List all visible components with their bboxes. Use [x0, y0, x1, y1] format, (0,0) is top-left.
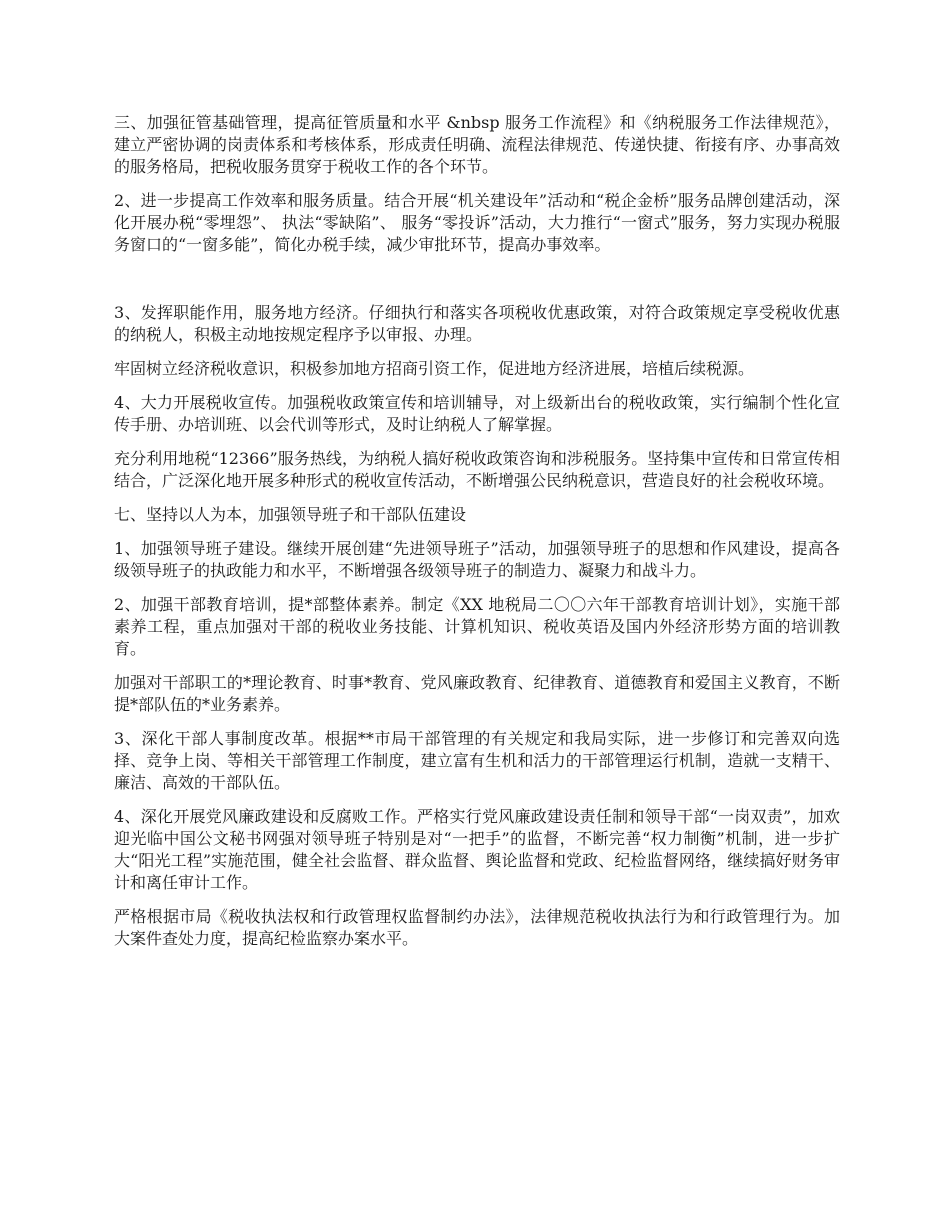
- paragraph-personnel-reform: 3、深化干部人事制度改革。根据**市局干部管理的有关规定和我局实际，进一步修订和完善双向选择、竞争上岗、等相关干部管理工作制度，建立富有生机和活力的干部管理运行机制，造就一支精干、廉洁、高效的干部队伍。: [114, 729, 840, 792]
- paragraph-anti-corruption: 4、深化开展党风廉政建设和反腐败工作。严格实行党风廉政建设责任制和领导干部“一岗双责”，加欢迎光临中国公文秘书网强对领导班子特别是对“一把手”的监督，不断完善“权力制衡”机制，进一步扩大“阳光工程”实施范围，健全社会监督、群众监督、舆论监督和党政、纪检监督网络，继续搞好财务审计和离任审计工作。: [114, 807, 840, 892]
- paragraph-leadership: 1、加强领导班子建设。继续开展创建“先进领导班子”活动，加强领导班子的思想和作风建设，提高各级领导班子的执政能力和水平，不断增强各级领导班子的制造力、凝聚力和战斗力。: [114, 539, 840, 580]
- paragraph-hotline: 充分利用地税“12366”服务热线，为纳税人搞好税收政策咨询和涉税服务。坚持集中宣传和日常宣传相结合，广泛深化地开展多种形式的税收宣传活动，不断增强公民纳税意识，营造良好的社会税收环境。: [114, 449, 840, 490]
- paragraph-tax-awareness: 牢固树立经济税收意识，积极参加地方招商引资工作，促进地方经济进展，培植后续税源。: [114, 359, 755, 378]
- paragraph-section-three: 三、加强征管基础管理，提高征管质量和水平 &nbsp 服务工作流程》和《纳税服务工作法律规范》，建立严密协调的岗责体系和考核体系，形成责任明确、流程法律规范、传递快捷、衔接有序、办事高效的服务格局，把税收服务贯穿于税收工作的各个环节。: [114, 113, 840, 176]
- paragraph-efficiency: 2、进一步提高工作效率和服务质量。结合开展“机关建设年”活动和“税企金桥”服务品牌创建活动，深化开展办税“零埋怨”、 执法“零缺陷”、 服务“零投诉”活动，大力推行“一窗式”服务，努力实现办税服务窗口的“一窗多能”，简化办税手续，减少审批环节，提高办事效率。: [114, 191, 840, 254]
- paragraph-serve-economy: 3、发挥职能作用，服务地方经济。仔细执行和落实各项税收优惠政策，对符合政策规定享受税收优惠的纳税人，积极主动地按规定程序予以审报、办理。: [114, 303, 840, 344]
- paragraph-education: 加强对干部职工的*理论教育、时事*教育、党风廉政教育、纪律教育、道德教育和爱国主义教育，不断提*部队伍的*业务素养。: [114, 673, 840, 714]
- section-heading-seven: 七、坚持以人为本，加强领导班子和干部队伍建设: [114, 505, 467, 524]
- paragraph-tax-publicity: 4、大力开展税收宣传。加强税收政策宣传和培训辅导，对上级新出台的税收政策，实行编制个性化宣传手册、办培训班、以会代训等形式，及时让纳税人了解掌握。: [114, 393, 840, 434]
- paragraph-supervision: 严格根据市局《税收执法权和行政管理权监督制约办法》，法律规范税收执法行为和行政管理行为。加大案件查处力度，提高纪检监察办案水平。: [114, 907, 840, 948]
- blank-gap: [114, 268, 840, 302]
- document-body: [114, 112, 840, 962]
- paragraph-training: 2、加强干部教育培训，提*部整体素养。制定《XX 地税局二〇〇六年干部教育培训计划》，实施干部素养工程，重点加强对干部的税收业务技能、计算机知识、税收英语及国内外经济形势方面的培训教育。: [114, 595, 840, 658]
